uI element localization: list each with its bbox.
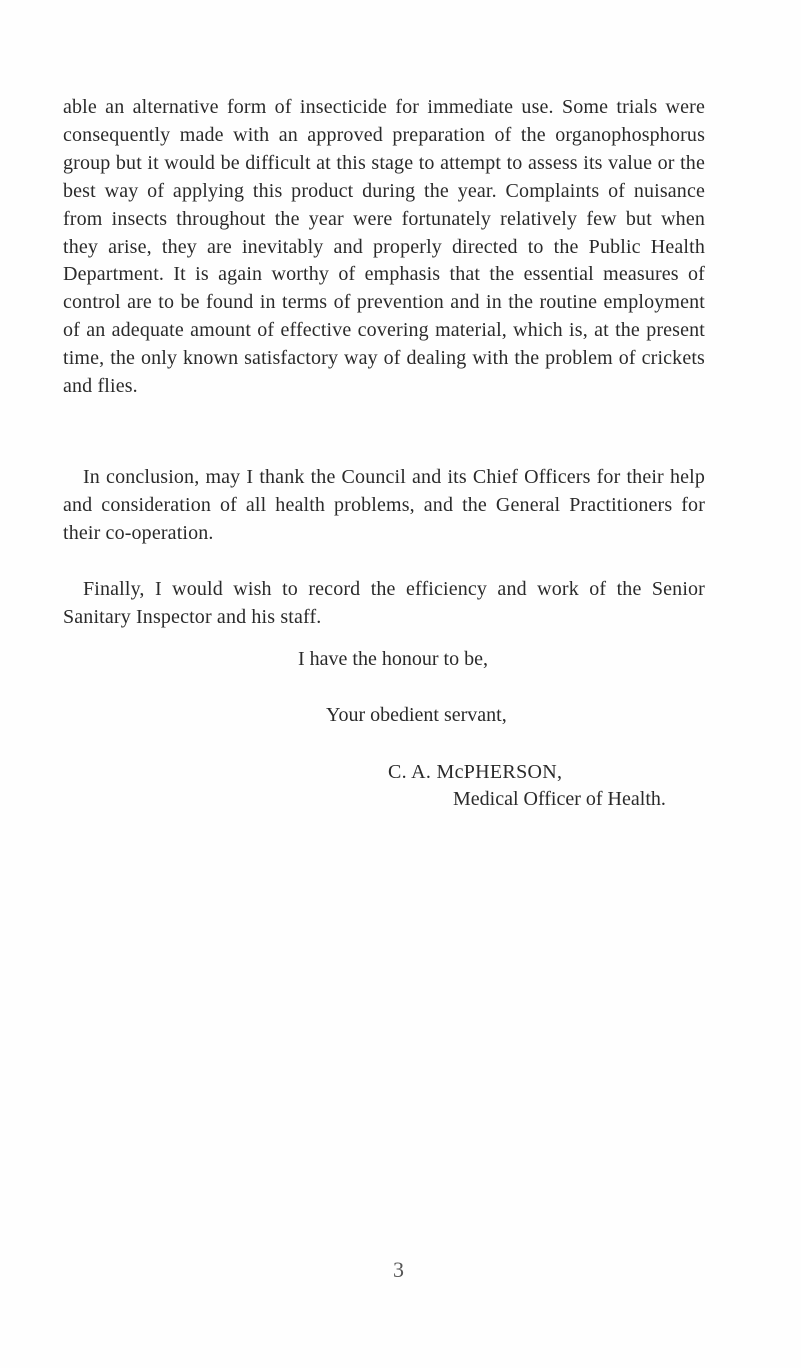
signatory-title: Medical Officer of Health. — [453, 788, 666, 810]
paragraph-finally: Finally, I would wish to record the efficiency and work of the Senior Sanitary Inspector and his staff. — [63, 578, 705, 628]
paragraph-conclusion: In conclusion, may I thank the Council and its Chief Officers for their help and consideration of all health problems, and the General Practitioners for their co-operation. — [63, 466, 705, 544]
paragraph-insecticide: able an alternative form of insecticide for immediate use. Some trials were consequently made with an approved preparation of the organophosphorus group but it would be difficult at this stage to attempt to assess its value or the best way of applying this product during the year. Complaints of nuisance from insects throughout the year were fortunately relatively few but when they arise, they are inevitably and properly directed to the Public Health Department. It is again worthy of emphasis that the essential measures of control are to be found in terms of prevention and in the routine employment of an adequate amount of effective covering material, which is, at the present time, the only known satisfactory way of dealing with the problem of crickets and flies. — [63, 96, 705, 398]
closing-honour: I have the honour to be, — [298, 648, 488, 670]
signatory-name: C. A. McPHERSON, — [388, 761, 563, 783]
page-number: 3 — [393, 1257, 404, 1282]
closing-salutation: Your obedient servant, — [326, 704, 507, 726]
